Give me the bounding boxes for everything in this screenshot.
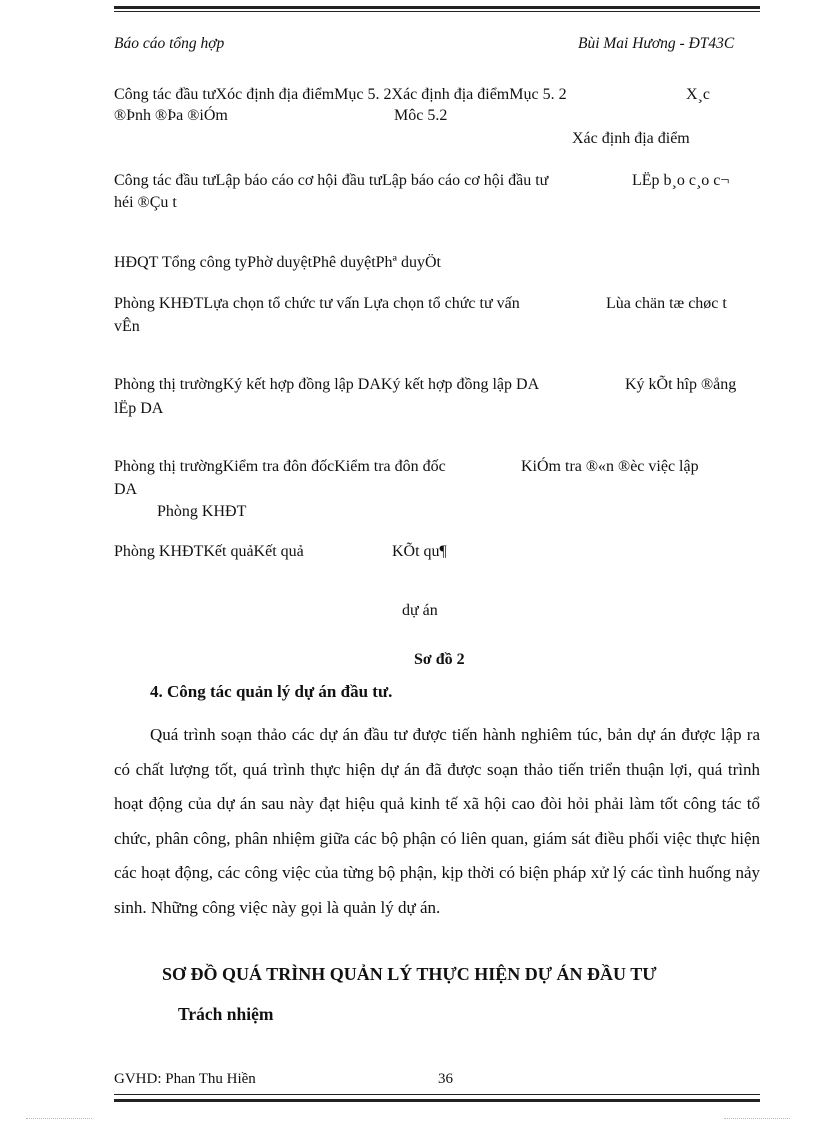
page-number: 36 — [438, 1071, 453, 1087]
row7-line1: Phòng KHĐTKết quảKết quả — [114, 543, 304, 560]
body-paragraph-text: Quá trình soạn thảo các dự án đầu tư được tiến hành nghiêm túc, bản dự án được lập ra có chất lượng tốt, quá trình thực hiện dự án đã được soạn thảo tiến triển thuận lợi, quá trình hoạt động của dự án sau này đạt hiệu quả kinh tế xã hội cao đòi hỏi phải làm tốt công tác tổ chức, phân công, phân nhiệm giữa các bộ phận có liên quan, giám sát điều phối việc thực hiện các hoạt động, các công việc của từng bộ phận, kịp thời có biện pháp xử lý các tình huống nảy sinh. Những công việc này gọi là quản lý dự án. — [114, 725, 760, 917]
big-heading: SƠ ĐỒ QUÁ TRÌNH QUẢN LÝ THỰC HIỆN DỰ ÁN ĐẦU TƯ — [162, 964, 657, 984]
body-paragraph — [114, 718, 760, 925]
du-an-label: dự án — [402, 602, 438, 619]
row1-line1: Công tác đầu tưXóc định địa điểmMục 5. 2Xác định địa điểmMục 5. 2 — [114, 86, 567, 103]
row7-garbled: KÕt qu¶ — [392, 543, 447, 560]
header-left: Báo cáo tổng hợp — [114, 35, 225, 52]
row4-line2: vÊn — [114, 318, 140, 335]
row3-line1: HĐQT Tổng công tyPhờ duyệtPhê duyệtPhª duyÖt — [114, 254, 441, 271]
row2-line1: Công tác đầu tưLập báo cáo cơ hội đầu tưLập báo cáo cơ hội đầu tư — [114, 172, 549, 189]
row1-line2: ®Þnh ®Þa ®iÓm — [114, 107, 228, 124]
page-edge-guide-left — [26, 1118, 92, 1119]
row5-garbled: Ký kÕt hîp ®ång — [625, 376, 737, 393]
header-rule-thin — [114, 11, 760, 12]
row6-line3: Phòng KHĐT — [157, 503, 247, 520]
row4-garbled: Lùa chän tæ chøc t — [606, 295, 727, 312]
row6-line1: Phòng thị trườngKiểm tra đôn đốcKiểm tra đôn đốc — [114, 458, 446, 475]
row5-line2: lËp DA — [114, 400, 164, 417]
section-heading: 4. Công tác quản lý dự án đầu tư. — [150, 682, 393, 701]
row4-line1: Phòng KHĐTLựa chọn tổ chức tư vấn Lựa chọn tổ chức tư vấn — [114, 295, 520, 312]
row5-line1: Phòng thị trườngKý kết hợp đồng lập DAKý kết hợp đồng lập DA — [114, 376, 540, 393]
footer-supervisor: GVHD: Phan Thu Hiền — [114, 1071, 256, 1087]
header-right: Bùi Mai Hương - ĐT43C — [578, 35, 735, 52]
diagram-caption: Sơ đồ 2 — [414, 651, 465, 668]
row6-garbled: KiÓm tra ®«n ®èc việc lập — [521, 458, 699, 475]
footer-rule-thin — [114, 1094, 760, 1095]
header-rule-thick — [114, 6, 760, 9]
row6-line2: DA — [114, 481, 138, 498]
row1-line3: Xác định địa điểm — [572, 130, 690, 147]
row1-line2b: Môc 5.2 — [394, 107, 448, 124]
row2-line2: héi ®Çu t — [114, 194, 177, 211]
sub-heading: Trách nhiệm — [178, 1004, 274, 1024]
page-edge-guide-right — [724, 1118, 790, 1119]
row2-garbled: LËp b¸o c¸o c¬ — [632, 172, 730, 189]
row1-garbled: X¸c — [686, 86, 710, 103]
footer-rule-thick — [114, 1099, 760, 1102]
